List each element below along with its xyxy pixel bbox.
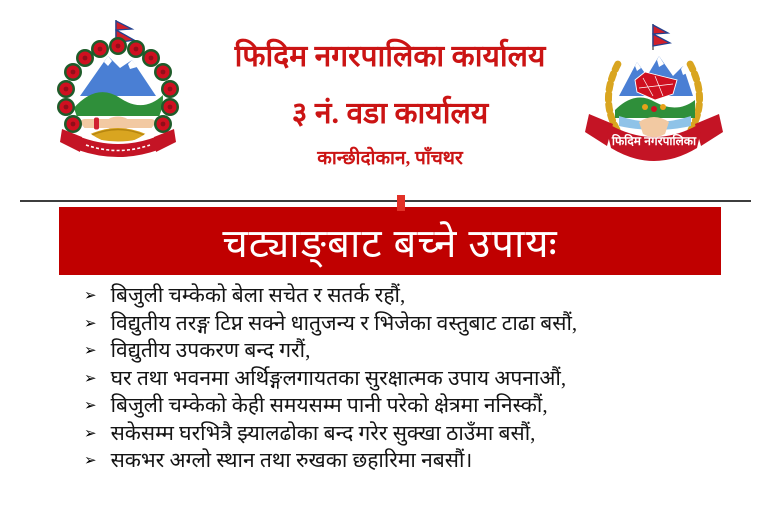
tip-text: सकभर अग्लो स्थान तथा रुखका छहारिमा नबसौं। [110, 448, 473, 472]
list-item [84, 420, 746, 448]
list-item [84, 447, 746, 475]
tip-text: बिजुली चम्केको केही समयसम्म पानी परेको क्षेत्रमा ननिस्कौं, [110, 393, 548, 417]
tip-text: विद्युतीय उपकरण बन्द गरौं, [110, 338, 311, 362]
tip-text: विद्युतीय तरङ्ग टिप्न सक्ने धातुजन्य र भिजेका वस्तुबाट टाढा बसौं, [110, 310, 578, 335]
arrow-bullet-icon: ➢ [84, 368, 97, 387]
notice-title: चट्याङ्बाट बच्ने उपायः [222, 220, 558, 266]
office-address: कान्छीदोकान, पाँचथर [317, 148, 463, 169]
title-banner [59, 207, 721, 275]
tip-text: सकेसम्म घरभित्रै झ्यालढोका बन्द गरेर सुक्खा ठाउँमा बसौं, [110, 420, 536, 445]
arrow-bullet-icon: ➢ [84, 313, 97, 332]
tip-text: बिजुली चम्केको बेला सचेत र सतर्क रहौं, [110, 283, 406, 307]
list-item [84, 392, 746, 420]
letterhead [186, 30, 594, 170]
phidim-municipality-logo-icon [583, 22, 725, 170]
municipality-ribbon-text: फिदिम नगरपालिका [611, 134, 697, 148]
horizontal-divider [20, 200, 751, 202]
list-item [84, 365, 746, 393]
arrow-bullet-icon: ➢ [84, 423, 97, 442]
list-item [84, 310, 746, 338]
tip-text: घर तथा भवनमा अर्थिङ्गलगायतका सुरक्षात्मक उपाय अपनाऔं, [110, 365, 567, 390]
arrow-bullet-icon: ➢ [84, 451, 97, 469]
office-name-line1: फिदिम नगरपालिका कार्यालय [234, 40, 546, 73]
red-tick-mark [397, 195, 405, 211]
arrow-bullet-icon: ➢ [84, 396, 97, 414]
arrow-bullet-icon: ➢ [84, 286, 97, 304]
nepal-government-emblem-icon [50, 16, 188, 166]
nepal-flag-icon [653, 24, 670, 50]
safety-tips-list [84, 282, 746, 475]
list-item [84, 282, 746, 310]
list-item [84, 337, 746, 365]
arrow-bullet-icon: ➢ [84, 341, 97, 359]
office-name-line2: ३ नं. वडा कार्यालय [291, 97, 489, 130]
